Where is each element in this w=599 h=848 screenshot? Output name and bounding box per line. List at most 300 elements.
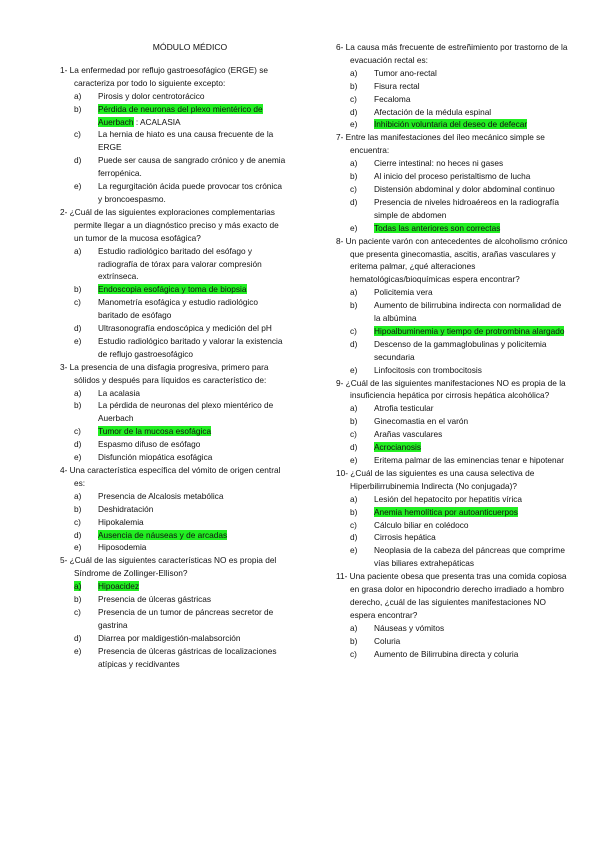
highlighted-answer: Acrocianosis xyxy=(374,442,422,453)
highlighted-answer: Pérdida de neuronas del plexo mientérico de Auerbach xyxy=(98,103,263,127)
option-text: Hiposodemia xyxy=(98,542,147,553)
right-question-list xyxy=(336,41,568,661)
option-letter xyxy=(336,519,374,532)
answer-option xyxy=(60,103,288,129)
highlighted-answer: Tumor de la mucosa esofágica xyxy=(98,426,212,437)
answer-option xyxy=(336,544,568,570)
option-text: Deshidratación xyxy=(98,503,154,514)
answer-option xyxy=(336,402,568,415)
answer-option xyxy=(336,454,568,467)
option-text-wrap xyxy=(374,635,568,648)
option-letter-text: e) xyxy=(74,645,82,656)
option-letter xyxy=(60,438,98,451)
answer-option xyxy=(336,364,568,377)
highlighted-answer: Hipoalbuminemia y tiempo de protrombina alargado xyxy=(374,325,565,336)
option-text-wrap xyxy=(98,103,288,129)
option-letter xyxy=(60,425,98,438)
option-letter-text: e) xyxy=(74,181,82,192)
highlighted-answer: Inhibición voluntaria del deseo de defecar xyxy=(374,119,528,130)
question-block xyxy=(336,41,568,131)
option-letter xyxy=(336,222,374,235)
option-letter xyxy=(336,80,374,93)
page-title: MÓDULO MÉDICO xyxy=(152,42,228,52)
option-letter xyxy=(60,180,98,193)
option-text-wrap xyxy=(98,645,288,671)
answer-option xyxy=(336,622,568,635)
option-text: Policitemia vera xyxy=(374,287,433,298)
option-letter xyxy=(60,296,98,309)
option-letter-text: d) xyxy=(74,155,82,166)
option-letter xyxy=(60,399,98,412)
answer-option xyxy=(60,154,288,180)
option-text: Distensión abdominal y dolor abdominal continuo xyxy=(374,183,555,194)
option-list xyxy=(336,157,568,234)
answer-option xyxy=(60,593,288,606)
option-letter-text: a) xyxy=(74,387,82,398)
option-text-wrap xyxy=(98,451,288,464)
option-text-wrap xyxy=(374,325,568,338)
answer-option xyxy=(336,183,568,196)
option-letter-text: d) xyxy=(350,196,358,207)
option-text: La pérdida de neuronas del plexo mientérico de Auerbach xyxy=(98,400,274,424)
option-text-wrap xyxy=(98,154,288,180)
option-list xyxy=(60,245,288,361)
question-block xyxy=(60,554,288,670)
option-letter-text: c) xyxy=(350,429,357,440)
answer-option xyxy=(60,335,288,361)
option-letter xyxy=(60,580,98,593)
question-stem: 3- La presencia de una disfagia progresiva, primero para sólidos y después para líquidos es característico de: xyxy=(60,361,269,385)
option-text: Presencia de un tumor de páncreas secretor de gastrina xyxy=(98,606,274,630)
option-letter xyxy=(336,648,374,661)
option-text-wrap xyxy=(98,529,288,542)
option-letter xyxy=(60,322,98,335)
option-text: Fisura rectal xyxy=(374,80,420,91)
question-block xyxy=(336,377,568,467)
option-list xyxy=(336,402,568,467)
option-letter xyxy=(336,299,374,312)
option-letter-text: b) xyxy=(350,506,358,517)
option-list xyxy=(336,67,568,132)
option-text-wrap xyxy=(374,196,568,222)
answer-option xyxy=(336,635,568,648)
option-letter-text: c) xyxy=(350,93,357,104)
answer-option xyxy=(336,222,568,235)
option-text: Manometría esofágica y estudio radiológico baritado de esófago xyxy=(98,297,259,321)
question-stem: 2- ¿Cuál de las siguientes exploraciones complementarias permite llegar a un diagnóstico preciso y más exacto de un tumor de la mucosa esofágica? xyxy=(60,206,279,243)
option-text-wrap xyxy=(374,118,568,131)
option-letter-text: b) xyxy=(74,284,82,295)
answer-option xyxy=(336,196,568,222)
option-text-wrap xyxy=(98,425,288,438)
option-letter xyxy=(60,387,98,400)
option-letter xyxy=(60,154,98,167)
answer-option xyxy=(336,493,568,506)
option-letter-text: d) xyxy=(350,338,358,349)
option-text-wrap xyxy=(374,519,568,532)
answer-option xyxy=(60,541,288,554)
option-letter-text: e) xyxy=(350,222,358,233)
option-text: Náuseas y vómitos xyxy=(374,622,445,633)
question-block xyxy=(336,570,568,660)
option-letter-text: e) xyxy=(350,455,358,465)
answer-option xyxy=(336,415,568,428)
option-letter xyxy=(60,541,98,554)
answer-option xyxy=(336,648,568,661)
answer-option xyxy=(60,645,288,671)
option-letter xyxy=(336,454,374,467)
answer-option xyxy=(60,632,288,645)
answer-option xyxy=(336,93,568,106)
option-text: Fecaloma xyxy=(374,93,411,104)
option-letter xyxy=(336,493,374,506)
question-block xyxy=(336,467,568,570)
option-letter xyxy=(336,286,374,299)
option-text: Afectación de la médula espinal xyxy=(374,106,492,117)
option-letter-text: e) xyxy=(74,542,82,553)
option-letter xyxy=(60,503,98,516)
option-text: Puede ser causa de sangrado crónico y de anemia ferropénica. xyxy=(98,155,286,179)
answer-option xyxy=(60,529,288,542)
option-letter xyxy=(60,335,98,348)
option-text-wrap xyxy=(374,544,568,570)
option-letter-text: c) xyxy=(74,606,81,617)
option-text-wrap xyxy=(98,503,288,516)
option-letter-text: b) xyxy=(350,80,358,91)
answer-option xyxy=(60,245,288,284)
option-text: Presencia de úlceras gástricas xyxy=(98,594,211,605)
option-text: Pirosis y dolor centrotorácico xyxy=(98,90,205,101)
option-text-wrap xyxy=(374,506,568,519)
option-text-wrap xyxy=(374,441,568,454)
option-text-wrap xyxy=(374,622,568,635)
highlighted-answer: Ausencia de náuseas y de arcadas xyxy=(98,529,228,540)
option-letter-text: e) xyxy=(74,452,82,463)
question-block xyxy=(60,206,288,361)
option-list xyxy=(60,580,288,670)
option-letter xyxy=(336,531,374,544)
option-text-wrap xyxy=(374,93,568,106)
option-text-wrap xyxy=(98,283,288,296)
option-letter-text: d) xyxy=(350,532,358,543)
option-letter-text: c) xyxy=(74,516,81,527)
option-text: Espasmo difuso de esófago xyxy=(98,439,201,450)
option-list xyxy=(336,622,568,661)
option-text: Aumento de Bilirrubina directa y coluria xyxy=(374,648,519,659)
option-text: Lesión del hepatocito por hepatitis vírica xyxy=(374,493,523,504)
option-text-wrap xyxy=(98,541,288,554)
answer-option xyxy=(60,516,288,529)
option-text: La hernia de hiato es una causa frecuente de la ERGE xyxy=(98,129,274,153)
answer-option xyxy=(60,128,288,154)
answer-note: : ACALASIA xyxy=(133,116,181,127)
option-text: Descenso de la gammaglobulinas y policitemia secundaria xyxy=(374,338,547,362)
answer-option xyxy=(60,438,288,451)
option-text-wrap xyxy=(374,415,568,428)
option-letter-text: c) xyxy=(350,519,357,530)
option-letter-text: b) xyxy=(350,635,358,646)
option-text: Neoplasia de la cabeza del páncreas que comprime vías biliares extrahepáticas xyxy=(374,545,565,569)
answer-option xyxy=(60,490,288,503)
answer-option xyxy=(60,387,288,400)
answer-option xyxy=(336,106,568,119)
option-text: Atrofia testicular xyxy=(374,403,434,414)
question-stem: 11- Una paciente obesa que presenta tras una comida copiosa en grasa dolor en hipocondrio derecho irradiado a hombro derecho, ¿cuál de las siguientes manifestaciones NO espera encontrar? xyxy=(336,571,567,620)
question-block xyxy=(60,64,288,206)
option-letter-text: b) xyxy=(74,103,82,114)
option-list xyxy=(60,387,288,464)
option-letter xyxy=(60,283,98,296)
right-column xyxy=(336,41,568,661)
option-letter xyxy=(336,441,374,454)
highlighted-answer: Anemia hemolítica por autoanticuerpos xyxy=(374,506,518,517)
option-text-wrap xyxy=(374,493,568,506)
option-text-wrap xyxy=(98,296,288,322)
option-letter-text: b) xyxy=(350,300,358,311)
option-text-wrap xyxy=(374,222,568,235)
option-letter xyxy=(336,544,374,557)
option-text-wrap xyxy=(374,170,568,183)
answer-option xyxy=(336,441,568,454)
question-stem: 9- ¿Cuál de las siguientes manifestaciones NO es propia de la insuficiencia hepática por cirrosis hepática alcohólica? xyxy=(336,377,566,401)
option-list xyxy=(60,490,288,555)
option-letter xyxy=(336,170,374,183)
option-letter-text: b) xyxy=(74,594,82,605)
option-text-wrap xyxy=(374,648,568,661)
question-stem: 6- La causa más frecuente de estreñimiento por trastorno de la evacuación rectal es: xyxy=(336,42,568,65)
option-letter xyxy=(60,529,98,542)
option-letter xyxy=(60,245,98,258)
option-list xyxy=(60,90,288,206)
option-text: Ultrasonografía endoscópica y medición del pH xyxy=(98,323,272,334)
option-text: Arañas vasculares xyxy=(374,429,443,440)
option-letter xyxy=(336,118,374,131)
option-text-wrap xyxy=(374,364,568,377)
option-letter-text: e) xyxy=(350,364,358,375)
option-text-wrap xyxy=(98,387,288,400)
option-text: La regurgitación ácida puede provocar tos crónica y broncoespasmo. xyxy=(98,181,283,204)
option-text-wrap xyxy=(98,322,288,335)
option-letter-text: c) xyxy=(74,297,81,308)
option-letter xyxy=(336,635,374,648)
option-letter-text: c) xyxy=(350,325,357,336)
option-letter-text: c) xyxy=(350,183,357,194)
option-letter-text: d) xyxy=(74,529,82,540)
option-letter-text: a) xyxy=(350,158,358,169)
option-letter-text: a) xyxy=(350,622,358,633)
option-letter-text: d) xyxy=(74,439,82,450)
option-letter xyxy=(336,415,374,428)
option-text: Disfunción miopática esofágica xyxy=(98,452,213,463)
option-letter xyxy=(336,196,374,209)
option-letter-text: e) xyxy=(74,335,82,346)
answer-option xyxy=(60,90,288,103)
option-letter-text: a) xyxy=(74,245,82,256)
option-text: Al inicio del proceso peristaltismo de lucha xyxy=(374,171,531,182)
answer-option xyxy=(60,283,288,296)
option-letter-text: a) xyxy=(74,581,82,592)
option-letter-text: d) xyxy=(74,632,82,643)
option-text-wrap xyxy=(374,157,568,170)
option-letter xyxy=(336,67,374,80)
option-letter-text: a) xyxy=(74,90,82,101)
option-letter xyxy=(336,428,374,441)
option-letter xyxy=(336,106,374,119)
option-text-wrap xyxy=(98,516,288,529)
option-letter-text: a) xyxy=(350,493,358,504)
question-block xyxy=(336,235,568,377)
highlighted-answer: Hipoacidez xyxy=(98,581,140,592)
option-letter-text: d) xyxy=(350,442,358,453)
option-letter xyxy=(60,103,98,116)
option-letter xyxy=(336,364,374,377)
answer-option xyxy=(336,67,568,80)
option-text-wrap xyxy=(98,399,288,425)
option-text: Estudio radiológico baritado y valorar la existencia de reflujo gastroesofágico xyxy=(98,335,283,359)
option-text: Estudio radiológico baritado del esófago y radiografía de tórax para valorar compresión extrínseca. xyxy=(98,245,262,282)
option-text-wrap xyxy=(98,335,288,361)
option-text: Diarrea por maldigestión-malabsorción xyxy=(98,632,241,643)
answer-option xyxy=(60,399,288,425)
option-letter xyxy=(60,645,98,658)
option-letter xyxy=(60,128,98,141)
option-letter-text: d) xyxy=(350,106,358,117)
option-text: Hipokalemia xyxy=(98,516,144,527)
option-text-wrap xyxy=(98,490,288,503)
option-letter-text: a) xyxy=(350,287,358,298)
option-text: Coluria xyxy=(374,635,401,646)
option-letter-text: b) xyxy=(350,171,358,182)
option-letter xyxy=(336,183,374,196)
option-letter xyxy=(336,93,374,106)
option-letter xyxy=(60,606,98,619)
option-letter-text: a) xyxy=(350,403,358,414)
question-stem: 8- Un paciente varón con antecedentes de alcoholismo crónico que presenta ginecomastia, ascitis, arañas vasculares y eritema palmar, ¿qué alteraciones hematológicas/bioquímicas espera encontrar? xyxy=(336,235,568,285)
option-letter xyxy=(336,622,374,635)
option-text-wrap xyxy=(374,299,568,325)
option-letter xyxy=(336,325,374,338)
option-text-wrap xyxy=(98,245,288,284)
option-text: Cirrosis hepática xyxy=(374,532,436,543)
answer-option xyxy=(60,296,288,322)
option-letter-text: a) xyxy=(350,67,358,78)
option-letter-text: b) xyxy=(74,400,82,411)
option-text-wrap xyxy=(374,531,568,544)
option-list xyxy=(336,286,568,376)
option-letter xyxy=(336,338,374,351)
option-text-wrap xyxy=(98,580,288,593)
answer-option xyxy=(60,503,288,516)
option-text-wrap xyxy=(98,128,288,154)
question-block xyxy=(60,361,288,464)
answer-option xyxy=(336,506,568,519)
option-text: Cálculo biliar en colédoco xyxy=(374,519,469,530)
option-text-wrap xyxy=(98,593,288,606)
answer-option xyxy=(60,451,288,464)
option-text-wrap xyxy=(374,80,568,93)
answer-option xyxy=(336,325,568,338)
option-text-wrap xyxy=(374,286,568,299)
answer-option xyxy=(336,170,568,183)
option-text: Tumor ano-rectal xyxy=(374,67,437,78)
answer-option xyxy=(336,428,568,441)
option-text: Eritema palmar de las eminencias tenar e hipotenar xyxy=(374,455,565,465)
option-letter-text: e) xyxy=(350,119,358,130)
option-text-wrap xyxy=(374,67,568,80)
question-block xyxy=(336,131,568,234)
question-stem: 10- ¿Cuál de las siguientes es una causa selectiva de Hiperbilirrubinemia Indirecta (No conjugada)? xyxy=(336,467,535,491)
question-block xyxy=(60,464,288,554)
option-letter xyxy=(336,506,374,519)
option-text-wrap xyxy=(98,606,288,632)
question-stem: 7- Entre las manifestaciones del íleo mecánico simple se encuentra: xyxy=(336,132,545,156)
left-question-list xyxy=(60,64,288,671)
option-text-wrap xyxy=(374,402,568,415)
option-text: Cierre intestinal: no heces ni gases xyxy=(374,158,504,169)
option-text: Ginecomastia en el varón xyxy=(374,416,469,427)
option-letter xyxy=(60,593,98,606)
option-text-wrap xyxy=(374,454,568,467)
answer-option xyxy=(336,531,568,544)
answer-option xyxy=(60,425,288,438)
answer-option xyxy=(60,606,288,632)
option-letter-text: b) xyxy=(74,503,82,514)
option-letter-text: b) xyxy=(350,416,358,427)
answer-option xyxy=(336,118,568,131)
answer-option xyxy=(60,180,288,206)
option-letter-text: c) xyxy=(74,426,81,437)
option-text: Presencia de niveles hidroaéreos en la radiografía simple de abdomen xyxy=(374,196,559,220)
option-letter-text: a) xyxy=(74,490,82,501)
option-text: Presencia de úlceras gástricas de localizaciones atípicas y recidivantes xyxy=(98,645,277,669)
option-text-wrap xyxy=(374,183,568,196)
option-text: Linfocitosis con trombocitosis xyxy=(374,364,482,375)
option-letter xyxy=(60,451,98,464)
option-text-wrap xyxy=(374,338,568,364)
option-text-wrap xyxy=(98,632,288,645)
option-letter-text: d) xyxy=(74,323,82,334)
question-stem: 5- ¿Cuál de las siguientes características NO es propia del Síndrome de Zollinger-Ellison? xyxy=(60,555,277,579)
answer-option xyxy=(60,322,288,335)
answer-option xyxy=(336,519,568,532)
option-text: La acalasia xyxy=(98,387,140,398)
answer-option xyxy=(336,299,568,325)
option-letter xyxy=(60,90,98,103)
option-text-wrap xyxy=(98,180,288,206)
option-letter xyxy=(60,490,98,503)
option-text: Presencia de Alcalosis metabólica xyxy=(98,490,224,501)
answer-option xyxy=(336,80,568,93)
answer-option xyxy=(336,157,568,170)
question-stem: 1- La enfermedad por reflujo gastroesofágico (ERGE) se caracteriza por todo lo siguiente excepto: xyxy=(60,64,268,88)
option-text-wrap xyxy=(374,106,568,119)
highlighted-answer: Endoscopia esofágica y toma de biopsia xyxy=(98,284,247,295)
option-text-wrap xyxy=(98,438,288,451)
option-letter xyxy=(336,402,374,415)
option-letter xyxy=(60,516,98,529)
option-text-wrap xyxy=(98,90,288,103)
option-letter xyxy=(60,632,98,645)
answer-option xyxy=(336,286,568,299)
question-stem: 4- Una característica específica del vómito de origen central es: xyxy=(60,465,281,488)
answer-option xyxy=(60,580,288,593)
left-column xyxy=(60,41,288,671)
option-letter-text: e) xyxy=(350,545,358,556)
answer-option xyxy=(336,338,568,364)
option-letter-text: c) xyxy=(350,648,357,659)
option-text-wrap xyxy=(374,428,568,441)
option-list xyxy=(336,493,568,570)
